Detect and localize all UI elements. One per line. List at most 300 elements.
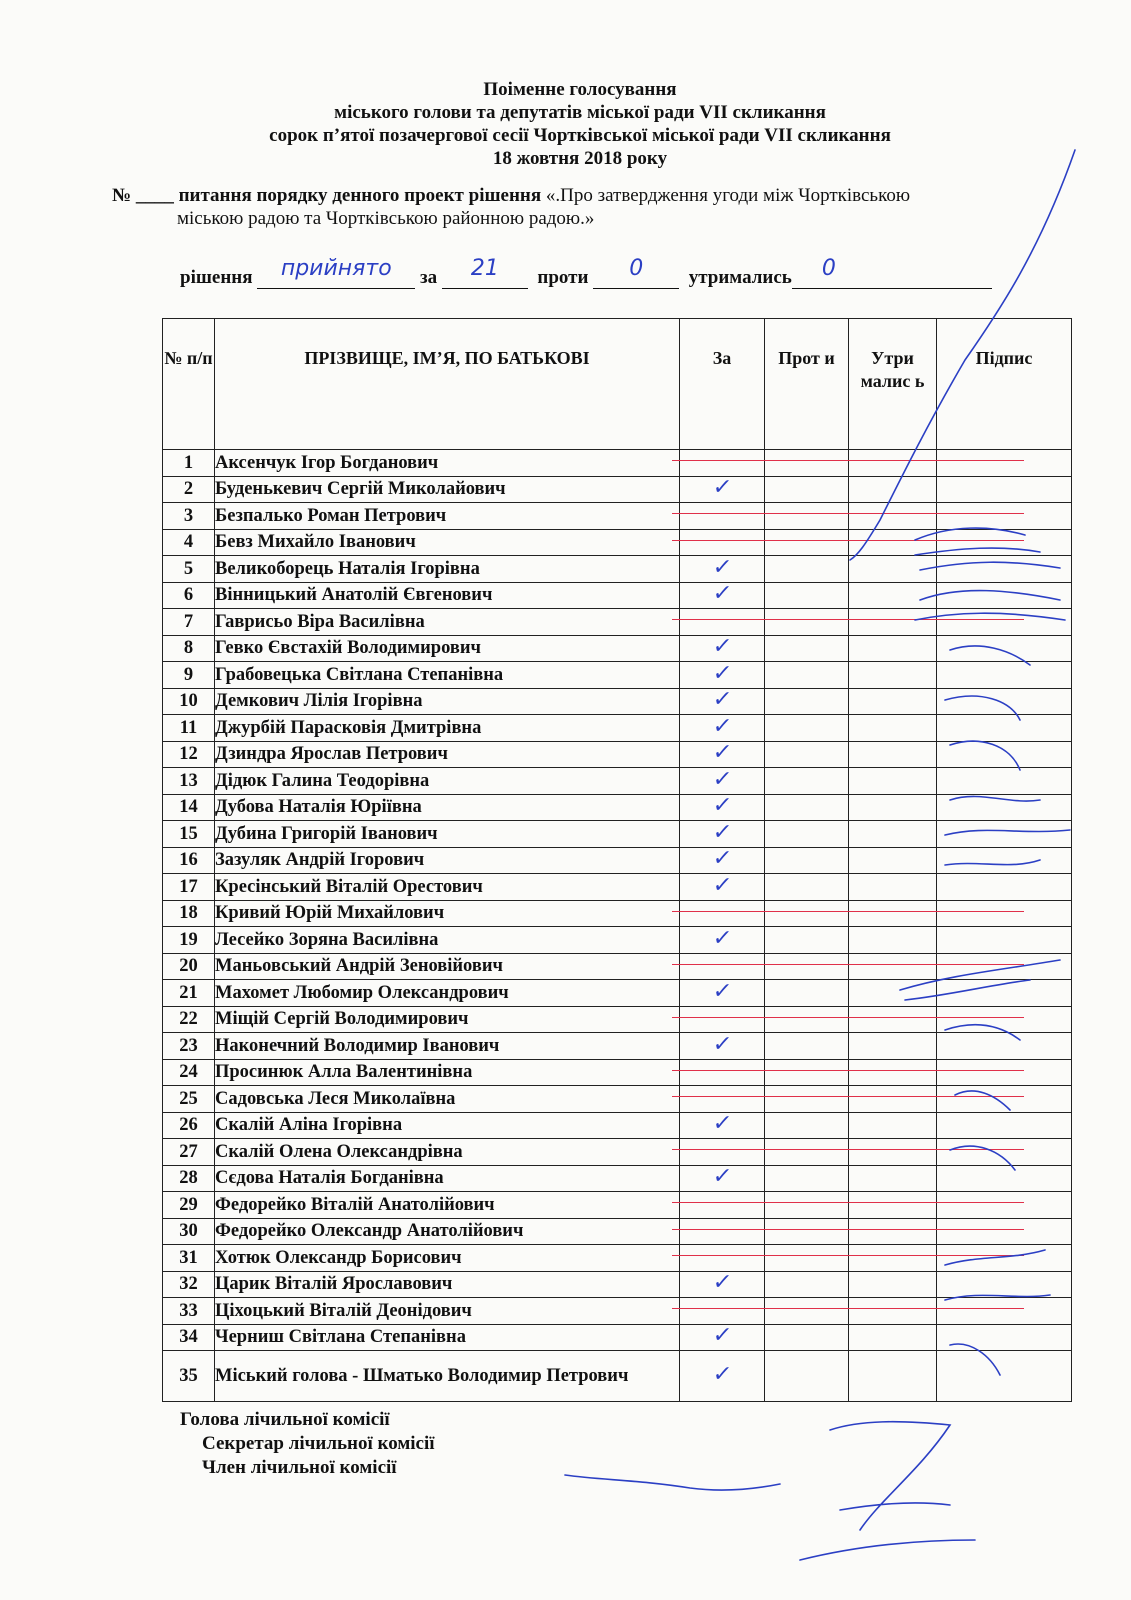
table-row — [163, 1165, 1072, 1192]
row-number: 27 — [163, 1139, 215, 1166]
table-row — [163, 529, 1072, 556]
signature-cell — [937, 582, 1072, 609]
vote-for-cell — [680, 927, 765, 954]
row-number: 18 — [163, 900, 215, 927]
deputy-name: Міський голова - Шматько Володимир Петрович — [215, 1351, 680, 1402]
vote-for-cell — [680, 794, 765, 821]
vote-for-cell — [680, 529, 765, 556]
vote-abstain-cell — [849, 476, 937, 503]
header-name: ПРІЗВИЩЕ, ІМ’Я, ПО БАТЬКОВІ — [215, 319, 680, 450]
vote-abstain-cell — [849, 1271, 937, 1298]
deputy-name: Гевко Євстахій Володимирович — [215, 635, 680, 662]
table-row — [163, 1006, 1072, 1033]
checkmark-icon: ✓ — [711, 819, 734, 845]
vote-for-cell — [680, 662, 765, 689]
checkmark-icon: ✓ — [711, 740, 734, 766]
signature-cell — [937, 715, 1072, 742]
signature-cell — [937, 741, 1072, 768]
row-number: 23 — [163, 1033, 215, 1060]
vote-abstain-cell — [849, 874, 937, 901]
table-row — [163, 662, 1072, 689]
table-row — [163, 741, 1072, 768]
vote-against-cell — [765, 821, 849, 848]
row-number: 7 — [163, 609, 215, 636]
vote-against-cell — [765, 953, 849, 980]
signature-cell — [937, 821, 1072, 848]
header-signature: Підпис — [937, 319, 1072, 450]
table-row — [163, 1112, 1072, 1139]
deputy-name: Аксенчук Ігор Богданович — [215, 450, 680, 477]
vote-against-cell — [765, 768, 849, 795]
vote-for-cell — [680, 1298, 765, 1325]
deputy-name: Грабовецька Світлана Степанівна — [215, 662, 680, 689]
signature-cell — [937, 662, 1072, 689]
table-row — [163, 556, 1072, 583]
deputy-name: Ціхоцький Віталій Деонідович — [215, 1298, 680, 1325]
vote-abstain-cell — [849, 1192, 937, 1219]
signature-cell — [937, 529, 1072, 556]
vote-for-cell — [680, 1324, 765, 1351]
vote-abstain-cell — [849, 1112, 937, 1139]
table-row — [163, 953, 1072, 980]
signature-cell — [937, 635, 1072, 662]
vote-abstain-cell — [849, 556, 937, 583]
table-row — [163, 476, 1072, 503]
vote-against-cell — [765, 1218, 849, 1245]
vote-against-cell — [765, 1112, 849, 1139]
row-number: 10 — [163, 688, 215, 715]
abstain-label: утримались — [688, 267, 792, 288]
table-row — [163, 1139, 1072, 1166]
checkmark-icon: ✓ — [711, 1111, 734, 1137]
checkmark-icon: ✓ — [711, 634, 734, 660]
vote-abstain-cell — [849, 1086, 937, 1113]
vote-against-cell — [765, 1059, 849, 1086]
deputy-name: Федорейко Віталій Анатолійович — [215, 1192, 680, 1219]
header-for: За — [680, 319, 765, 450]
table-row — [163, 1033, 1072, 1060]
row-number: 14 — [163, 794, 215, 821]
header-against: Прот и — [765, 319, 849, 450]
vote-abstain-cell — [849, 900, 937, 927]
vote-for-cell — [680, 847, 765, 874]
deputy-name: Черниш Світлана Степанівна — [215, 1324, 680, 1351]
checkmark-icon: ✓ — [711, 475, 734, 501]
deputy-name: Федорейко Олександр Анатолійович — [215, 1218, 680, 1245]
deputy-name: Лесейко Зоряна Василівна — [215, 927, 680, 954]
deputy-name: Буденькевич Сергій Миколайович — [215, 476, 680, 503]
table-row — [163, 874, 1072, 901]
deputy-name: Садовська Леся Миколаївна — [215, 1086, 680, 1113]
vote-for-cell — [680, 1139, 765, 1166]
row-number: 8 — [163, 635, 215, 662]
signature-cell — [937, 503, 1072, 530]
checkmark-icon: ✓ — [711, 1323, 734, 1349]
deputy-name: Скалій Аліна Ігорівна — [215, 1112, 680, 1139]
vote-table-header — [163, 319, 1072, 450]
vote-abstain-cell — [849, 582, 937, 609]
table-row — [163, 1324, 1072, 1351]
issue-text-line2: міською радою та Чортківською районною радою.» — [177, 208, 595, 229]
row-number: 15 — [163, 821, 215, 848]
vote-against-cell — [765, 450, 849, 477]
deputy-name: Скалій Олена Олександрівна — [215, 1139, 680, 1166]
signature-cell — [937, 556, 1072, 583]
row-number: 33 — [163, 1298, 215, 1325]
vote-for-cell — [680, 688, 765, 715]
deputy-name: Великоборець Наталія Ігорівна — [215, 556, 680, 583]
header-subtitle-session: сорок п’ятої позачергової сесії Чортківської міської ради VII скликання — [269, 125, 891, 146]
row-number: 6 — [163, 582, 215, 609]
table-row — [163, 609, 1072, 636]
table-row — [163, 1192, 1072, 1219]
row-number: 5 — [163, 556, 215, 583]
vote-against-cell — [765, 635, 849, 662]
vote-for-cell — [680, 582, 765, 609]
against-value: 0 — [629, 256, 644, 281]
against-label: проти — [537, 267, 589, 288]
row-number: 24 — [163, 1059, 215, 1086]
counting-commission — [180, 1408, 435, 1480]
signature-cell — [937, 1271, 1072, 1298]
row-number: 34 — [163, 1324, 215, 1351]
deputy-name: Вінницький Анатолій Євгенович — [215, 582, 680, 609]
checkmark-icon: ✓ — [711, 925, 734, 951]
vote-for-cell — [680, 1086, 765, 1113]
vote-against-cell — [765, 1324, 849, 1351]
row-number: 13 — [163, 768, 215, 795]
vote-against-cell — [765, 980, 849, 1007]
vote-against-cell — [765, 927, 849, 954]
vote-against-cell — [765, 1086, 849, 1113]
vote-for-cell — [680, 715, 765, 742]
abstain-value: 0 — [821, 256, 836, 281]
vote-against-cell — [765, 715, 849, 742]
vote-for-cell — [680, 874, 765, 901]
vote-against-cell — [765, 1006, 849, 1033]
vote-against-cell — [765, 1165, 849, 1192]
signature-cell — [937, 1139, 1072, 1166]
row-number: 35 — [163, 1351, 215, 1402]
checkmark-icon: ✓ — [711, 1031, 734, 1057]
vote-abstain-cell — [849, 741, 937, 768]
vote-for-cell — [680, 768, 765, 795]
table-row — [163, 980, 1072, 1007]
table-row — [163, 794, 1072, 821]
table-row — [163, 635, 1072, 662]
for-field — [442, 256, 528, 289]
vote-for-cell — [680, 635, 765, 662]
checkmark-icon: ✓ — [711, 1362, 734, 1387]
deputy-name: Просинюк Алла Валентинівна — [215, 1059, 680, 1086]
vote-abstain-cell — [849, 450, 937, 477]
signature-cell — [937, 1086, 1072, 1113]
vote-against-cell — [765, 1192, 849, 1219]
table-row — [163, 1245, 1072, 1272]
row-number: 22 — [163, 1006, 215, 1033]
vote-for-cell — [680, 1033, 765, 1060]
vote-abstain-cell — [849, 1059, 937, 1086]
vote-for-cell — [680, 450, 765, 477]
deputy-name: Безпалько Роман Петрович — [215, 503, 680, 530]
vote-abstain-cell — [849, 794, 937, 821]
vote-abstain-cell — [849, 715, 937, 742]
vote-abstain-cell — [849, 1245, 937, 1272]
signature-cell — [937, 1324, 1072, 1351]
checkmark-icon: ✓ — [711, 872, 734, 898]
deputy-name: Маньовський Андрій Зеновійович — [215, 953, 680, 980]
row-number: 25 — [163, 1086, 215, 1113]
vote-against-cell — [765, 847, 849, 874]
vote-abstain-cell — [849, 503, 937, 530]
vote-against-cell — [765, 503, 849, 530]
vote-for-cell — [680, 821, 765, 848]
deputy-name: Дубова Наталія Юріївна — [215, 794, 680, 821]
vote-against-cell — [765, 874, 849, 901]
vote-abstain-cell — [849, 1351, 937, 1402]
vote-for-cell — [680, 741, 765, 768]
header-num: № п/п — [163, 319, 215, 450]
vote-abstain-cell — [849, 953, 937, 980]
decision-label: рішення — [180, 267, 253, 288]
signature-cell — [937, 953, 1072, 980]
signature-cell — [937, 1165, 1072, 1192]
vote-against-cell — [765, 741, 849, 768]
deputy-name: Кресінський Віталій Орестович — [215, 874, 680, 901]
vote-against-cell — [765, 794, 849, 821]
commission-signature-secretary — [800, 1422, 975, 1560]
vote-abstain-cell — [849, 1033, 937, 1060]
signature-cell — [937, 1033, 1072, 1060]
against-field — [593, 256, 679, 289]
vote-abstain-cell — [849, 529, 937, 556]
deputy-name: Зазуляк Андрій Ігорович — [215, 847, 680, 874]
table-row — [163, 503, 1072, 530]
signature-cell — [937, 847, 1072, 874]
table-row — [163, 768, 1072, 795]
checkmark-icon: ✓ — [711, 846, 734, 872]
signature-cell — [937, 1006, 1072, 1033]
table-row — [163, 1351, 1072, 1402]
signature-cell — [937, 476, 1072, 503]
table-row — [163, 1059, 1072, 1086]
vote-for-cell — [680, 609, 765, 636]
vote-abstain-cell — [849, 768, 937, 795]
row-number: 11 — [163, 715, 215, 742]
deputy-name: Кривий Юрій Михайлович — [215, 900, 680, 927]
deputy-name: Наконечний Володимир Іванович — [215, 1033, 680, 1060]
vote-abstain-cell — [849, 1139, 937, 1166]
vote-for-cell — [680, 1165, 765, 1192]
commission-secretary-label: Секретар лічильної комісії — [202, 1433, 435, 1454]
checkmark-icon: ✓ — [711, 660, 734, 686]
checkmark-icon: ✓ — [711, 687, 734, 713]
vote-abstain-cell — [849, 927, 937, 954]
signature-cell — [937, 609, 1072, 636]
vote-abstain-cell — [849, 609, 937, 636]
vote-abstain-cell — [849, 662, 937, 689]
vote-abstain-cell — [849, 635, 937, 662]
signature-cell — [937, 1245, 1072, 1272]
vote-against-cell — [765, 1139, 849, 1166]
signature-cell — [937, 980, 1072, 1007]
vote-abstain-cell — [849, 1218, 937, 1245]
deputy-name: Хотюк Олександр Борисович — [215, 1245, 680, 1272]
deputy-name: Дідюк Галина Теодорівна — [215, 768, 680, 795]
vote-against-cell — [765, 609, 849, 636]
vote-for-cell — [680, 1192, 765, 1219]
vote-for-cell — [680, 980, 765, 1007]
deputy-name: Демкович Лілія Ігорівна — [215, 688, 680, 715]
deputy-name: Бевз Михайло Іванович — [215, 529, 680, 556]
vote-abstain-cell — [849, 847, 937, 874]
row-number: 4 — [163, 529, 215, 556]
signature-cell — [937, 688, 1072, 715]
issue-prefix: № ____ питання порядку денного проект рішення — [112, 185, 542, 206]
signature-cell — [937, 450, 1072, 477]
table-row — [163, 1271, 1072, 1298]
vote-for-cell — [680, 1112, 765, 1139]
deputy-name: Джурбій Парасковія Дмитрівна — [215, 715, 680, 742]
row-number: 3 — [163, 503, 215, 530]
vote-abstain-cell — [849, 1324, 937, 1351]
vote-table-body — [163, 450, 1072, 1402]
table-row — [163, 900, 1072, 927]
signature-cell — [937, 1192, 1072, 1219]
checkmark-icon: ✓ — [711, 554, 734, 580]
vote-abstain-cell — [849, 1006, 937, 1033]
commission-signature-member — [565, 1475, 780, 1490]
signature-cell — [937, 874, 1072, 901]
vote-for-cell — [680, 1271, 765, 1298]
deputy-name: Дзиндра Ярослав Петрович — [215, 741, 680, 768]
decision-value: прийнято — [280, 256, 392, 281]
signature-cell — [937, 768, 1072, 795]
row-number: 1 — [163, 450, 215, 477]
commission-chair-label: Голова лічильної комісії — [180, 1409, 390, 1430]
table-row — [163, 847, 1072, 874]
checkmark-icon: ✓ — [711, 978, 734, 1004]
vote-against-cell — [765, 900, 849, 927]
vote-abstain-cell — [849, 688, 937, 715]
table-row — [163, 688, 1072, 715]
row-number: 29 — [163, 1192, 215, 1219]
abstain-field — [792, 256, 992, 289]
signature-cell — [937, 927, 1072, 954]
vote-against-cell — [765, 662, 849, 689]
document-header — [100, 78, 1060, 170]
table-row — [163, 927, 1072, 954]
row-number: 31 — [163, 1245, 215, 1272]
vote-for-cell — [680, 1351, 765, 1402]
row-number: 19 — [163, 927, 215, 954]
header-abstain: Утри малис ь — [849, 319, 937, 450]
table-row — [163, 450, 1072, 477]
vote-against-cell — [765, 1271, 849, 1298]
issue-text-line1: «.Про затвердження угоди між Чортківською — [541, 185, 911, 206]
row-number: 12 — [163, 741, 215, 768]
deputy-name: Гаврисьо Віра Василівна — [215, 609, 680, 636]
deputy-name: Царик Віталій Ярославович — [215, 1271, 680, 1298]
header-subtitle-council: міського голови та депутатів міської ради VII скликання — [334, 102, 826, 123]
commission-member-label: Член лічильної комісії — [202, 1457, 397, 1478]
deputy-name: Махомет Любомир Олександрович — [215, 980, 680, 1007]
row-number: 16 — [163, 847, 215, 874]
checkmark-icon: ✓ — [711, 581, 734, 607]
signature-cell — [937, 1218, 1072, 1245]
vote-abstain-cell — [849, 1298, 937, 1325]
checkmark-icon: ✓ — [711, 1164, 734, 1190]
vote-for-cell — [680, 953, 765, 980]
vote-against-cell — [765, 1351, 849, 1402]
vote-for-cell — [680, 556, 765, 583]
vote-against-cell — [765, 1245, 849, 1272]
vote-table — [162, 318, 1072, 1402]
vote-against-cell — [765, 1298, 849, 1325]
signature-cell — [937, 900, 1072, 927]
vote-against-cell — [765, 1033, 849, 1060]
vote-against-cell — [765, 476, 849, 503]
vote-against-cell — [765, 556, 849, 583]
signature-cell — [937, 1351, 1072, 1402]
signature-cell — [937, 1298, 1072, 1325]
for-value: 21 — [470, 256, 499, 281]
vote-for-cell — [680, 1218, 765, 1245]
deputy-name: Міщій Сергій Володимирович — [215, 1006, 680, 1033]
header-title: Поіменне голосування — [483, 79, 677, 100]
table-row — [163, 1086, 1072, 1113]
deputy-name: Дубина Григорій Іванович — [215, 821, 680, 848]
for-label: за — [420, 267, 438, 288]
vote-for-cell — [680, 900, 765, 927]
checkmark-icon: ✓ — [711, 793, 734, 819]
row-number: 32 — [163, 1271, 215, 1298]
vote-for-cell — [680, 1245, 765, 1272]
deputy-name: Сєдова Наталія Богданівна — [215, 1165, 680, 1192]
table-row — [163, 821, 1072, 848]
table-row — [163, 715, 1072, 742]
decision-line — [180, 256, 992, 289]
row-number: 21 — [163, 980, 215, 1007]
vote-abstain-cell — [849, 1165, 937, 1192]
checkmark-icon: ✓ — [711, 766, 734, 792]
table-row — [163, 1298, 1072, 1325]
table-row — [163, 582, 1072, 609]
row-number: 2 — [163, 476, 215, 503]
row-number: 28 — [163, 1165, 215, 1192]
vote-for-cell — [680, 503, 765, 530]
signature-cell — [937, 1112, 1072, 1139]
vote-for-cell — [680, 1059, 765, 1086]
table-row — [163, 1218, 1072, 1245]
vote-abstain-cell — [849, 821, 937, 848]
vote-for-cell — [680, 1006, 765, 1033]
vote-for-cell — [680, 476, 765, 503]
row-number: 26 — [163, 1112, 215, 1139]
row-number: 20 — [163, 953, 215, 980]
vote-against-cell — [765, 688, 849, 715]
row-number: 17 — [163, 874, 215, 901]
signature-cell — [937, 794, 1072, 821]
row-number: 9 — [163, 662, 215, 689]
checkmark-icon: ✓ — [711, 713, 734, 739]
vote-against-cell — [765, 529, 849, 556]
vote-abstain-cell — [849, 980, 937, 1007]
vote-against-cell — [765, 582, 849, 609]
header-date: 18 жовтня 2018 року — [492, 148, 668, 169]
row-number: 30 — [163, 1218, 215, 1245]
decision-field — [257, 256, 415, 289]
